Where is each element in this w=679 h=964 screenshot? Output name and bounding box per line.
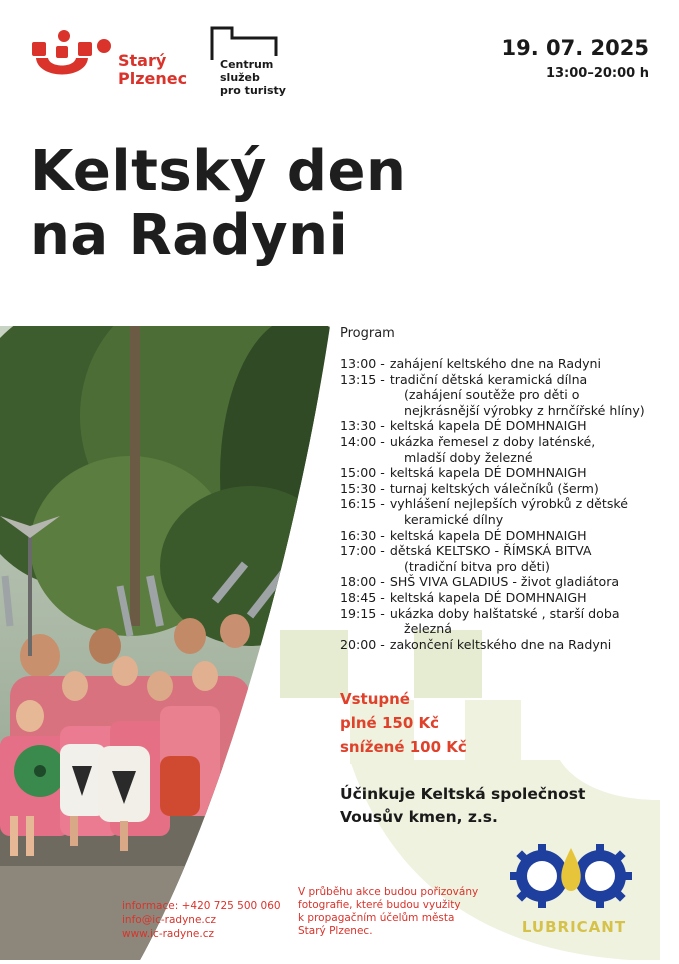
center-line2: služeb (220, 71, 260, 84)
stary-plzenec-name (118, 52, 187, 88)
program-item (340, 637, 675, 653)
program-text: keltská kapela DÉ DOMHNAIGH (389, 465, 587, 481)
performer-line1: Účinkuje Keltská společnost (340, 785, 586, 803)
program-text: ukázka řemesel z doby laténské, (389, 433, 596, 449)
photo-notice (298, 886, 508, 938)
program-time: 13:00 - (340, 356, 385, 371)
contact-phone: informace: +420 725 500 060 (122, 900, 281, 912)
program-text: SHŠ VIVA GLADIUS - život gladiátora (389, 574, 620, 590)
program-item (340, 606, 675, 622)
note-line3: k propagačním účelům města (298, 912, 455, 924)
event-photo (0, 326, 330, 960)
program-item (340, 543, 675, 559)
logo-line1: Starý (118, 51, 167, 70)
program-text-continued: (zahájení soutěže pro děti o (404, 387, 580, 403)
program-time: 19:15 - (340, 605, 385, 621)
program-time: 16:30 - (340, 527, 385, 543)
title-line1: Keltský den (30, 139, 407, 204)
program-item (340, 574, 675, 590)
program-text: zakončení keltského dne na Radyni (389, 636, 612, 652)
program-text: dětská KELTSKO - ŘÍMSKÁ BITVA (389, 543, 592, 559)
program-time: 17:00 - (340, 543, 385, 559)
program-item (340, 372, 675, 388)
program-time: 15:30 - (340, 480, 385, 496)
page-title (30, 140, 406, 268)
sponsor-name: LUBRICANT (521, 918, 627, 936)
program-item (340, 465, 675, 481)
program-text: ukázka doby halštatské , starší doba (389, 605, 620, 621)
note-line4: Starý Plzenec. (298, 925, 373, 937)
program-time: 20:00 - (340, 636, 385, 652)
program-item (340, 418, 675, 434)
program-text-continued: keramické dílny (404, 511, 504, 527)
program-time: 13:15 - (340, 371, 385, 387)
program-text-continued: železná (404, 621, 452, 637)
contact-info (122, 899, 281, 941)
program-time: 13:30 - (340, 418, 385, 434)
program-list (340, 356, 675, 652)
program-item (340, 481, 675, 497)
program-text-continued: mladší doby železné (404, 449, 533, 465)
program-heading: Program (340, 326, 395, 341)
price-label: Vstupné (340, 690, 410, 708)
center-line3: pro turisty (220, 84, 286, 97)
program-text: keltská kapela DÉ DOMHNAIGH (389, 589, 587, 605)
program-item (340, 590, 675, 606)
program-text: turnaj keltských válečníků (šerm) (389, 480, 599, 496)
program-item (340, 528, 675, 544)
center-line1: Centrum (220, 58, 274, 71)
program-time: 15:00 - (340, 465, 385, 481)
performer-line2: Vousův kmen, z.s. (340, 808, 498, 826)
program-text: zahájení keltského dne na Radyni (389, 356, 602, 371)
centrum-sluzeb-name (220, 58, 286, 97)
program-item (340, 434, 675, 450)
program-text: vyhlášení nejlepších výrobků z dětské (389, 496, 629, 512)
stary-plzenec-logo-icon (32, 30, 112, 86)
program-item (340, 496, 675, 512)
program-text-continued: (tradiční bitva pro děti) (404, 558, 550, 574)
program-item (340, 356, 675, 372)
program-time: 18:45 - (340, 589, 385, 605)
program-text: tradiční dětská keramická dílna (389, 371, 588, 387)
contact-email[interactable]: info@ic-radyne.cz (122, 914, 217, 926)
program-text: keltská kapela DÉ DOMHNAIGH (389, 418, 587, 434)
price-reduced: snížené 100 Kč (340, 738, 467, 756)
program-time: 18:00 - (340, 574, 385, 590)
contact-web[interactable]: www.ic-radyne.cz (122, 928, 214, 940)
note-line1: V průběhu akce budou pořizovány (298, 886, 479, 898)
note-line2: fotografie, které budou využity (298, 899, 461, 911)
centrum-sluzeb-logo-icon (210, 26, 280, 62)
performer (340, 783, 585, 829)
logo-line2: Plzenec (118, 69, 188, 88)
program-time: 14:00 - (340, 433, 385, 449)
title-line2: na Radyni (30, 203, 349, 268)
price-full: plné 150 Kč (340, 714, 440, 732)
event-time: 13:00–20:00 h (545, 66, 649, 81)
program-text: keltská kapela DÉ DOMHNAIGH (389, 527, 587, 543)
decor-square-4 (465, 700, 521, 760)
program-time: 16:15 - (340, 496, 385, 512)
event-date: 19. 07. 2025 (501, 36, 649, 60)
program-text-continued: nejkrásnější výrobky z hrnčířské hlíny) (404, 402, 645, 418)
prices (340, 687, 467, 759)
